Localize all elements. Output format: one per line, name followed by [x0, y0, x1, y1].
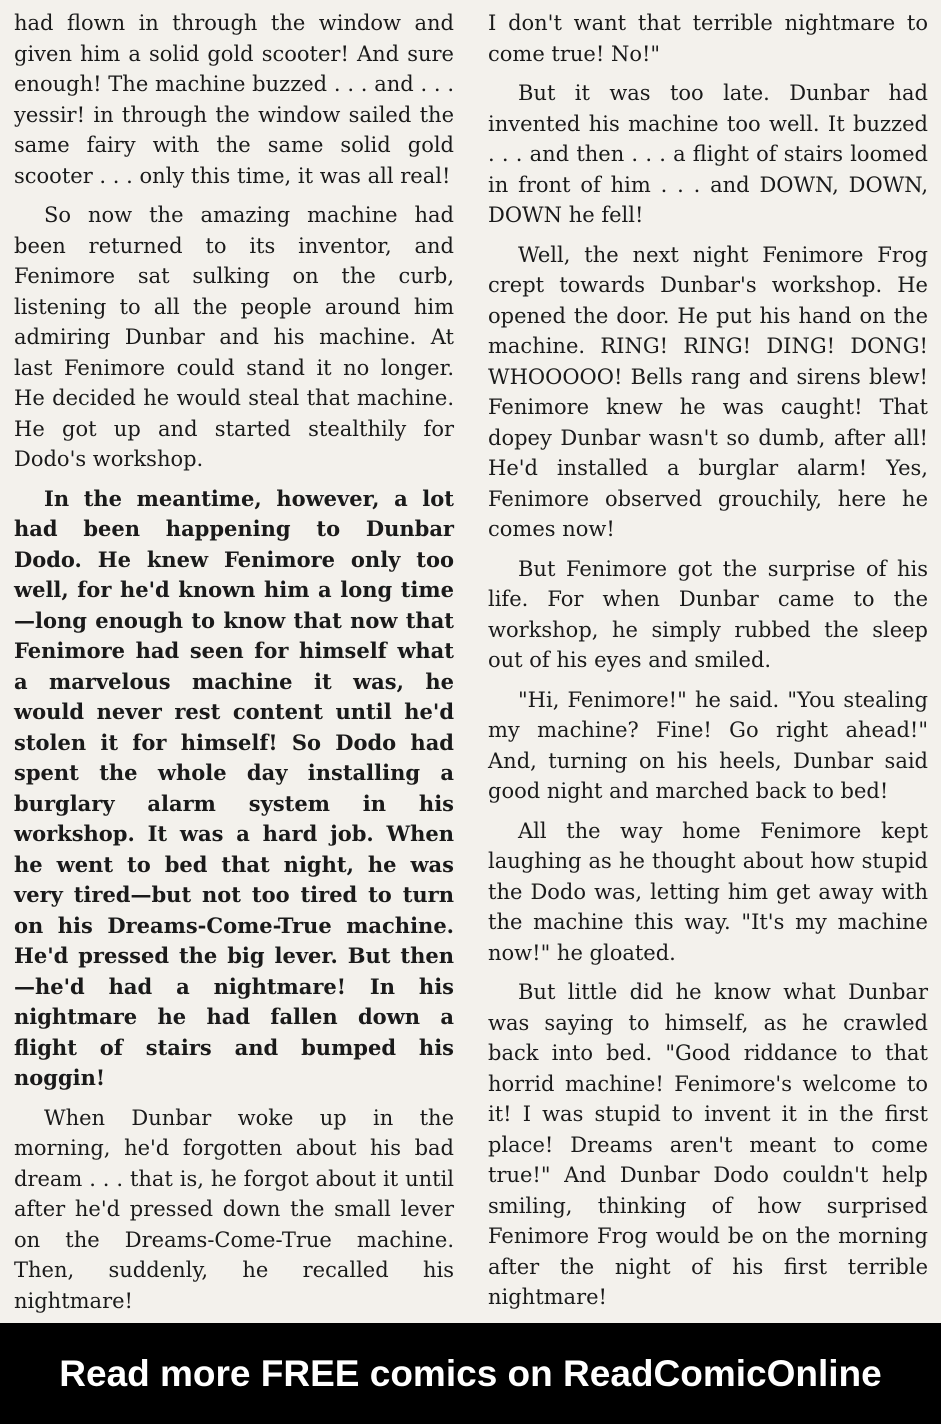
paragraph: In the meantime, however, a lot had been happening to Dunbar Dodo. He knew Fenimore only too well, for he'd known him a long time—long enough to know that now that Fenimore had seen for himself what a marvelous machine it was, he would never rest content until he'd stolen it for himself! So Dodo had spent the whole day installing a burglary alarm system in his workshop. It was a hard job. When he went to bed that night, he was very tired—but not too tired to turn on his Dreams-Come-True machine. He'd pressed the big lever. But then—he'd had a nightmare! In his nightmare he had fallen down a flight of stairs and bumped his noggin! — [14, 485, 454, 1090]
paragraph: had flown in through the window and given him a solid gold scooter! And sure enough! The machine buzzed . . . and . . . yessir! in through the window sailed the same fairy with the same solid gold scooter . . . only this time, it was all real! — [14, 11, 454, 188]
right-text-column — [488, 8, 928, 1322]
paragraph: So now the amazing machine had been returned to its inventor, and Fenimore sat sulking on the curb, listening to all the people around him admiring Dunbar and his machine. At last Fenimore could stand it no longer. He decided he would steal that machine. He got up and started stealthily for Dodo's workshop. — [14, 203, 454, 471]
promo-banner[interactable] — [0, 1323, 941, 1424]
paragraph: Well, the next night Fenimore Frog crept towards Dunbar's workshop. He opened the door. He put his hand on the machine. RING! RING! DING! DONG! WHOOOOO! Bells rang and sirens blew! Fenimore knew he was caught! That dopey Dunbar wasn't so dumb, after all! He'd installed a burglar alarm! Yes, Fenimore observed grouchily, here he comes now! — [488, 242, 928, 541]
paragraph: But little did he know what Dunbar was saying to himself, as he crawled back into bed. "Good riddance to that horrid machine! Fenimore's welcome to it! I was stupid to invent it in the first place! Dreams aren't meant to come true!" And Dunbar Dodo couldn't help smiling, thinking of how surprised Fenimore Frog would be on the morning after the night of his first terrible nightmare! — [488, 980, 928, 1309]
paragraph: "Hi, Fenimore!" he said. "You stealing my machine? Fine! Go right ahead!" And, turning on his heels, Dunbar said good night and marched back to bed! — [488, 687, 928, 803]
paragraph: When Dunbar woke up in the morning, he'd forgotten about his bad dream . . . that is, he forgot about it until after he'd pressed down the small lever on the Dreams-Come-True machine. Then, suddenly, he recalled his nightmare! — [14, 1105, 454, 1313]
paragraph: But Fenimore got the surprise of his life. For when Dunbar came to the workshop, he simply rubbed the sleep out of his eyes and smiled. — [488, 556, 928, 672]
paragraph: But it was too late. Dunbar had invented his machine too well. It buzzed . . . and then . . . a flight of stairs loomed in front of him . . . and DOWN, DOWN, DOWN he fell! — [488, 81, 928, 227]
left-text-column — [14, 8, 454, 1365]
paragraph: All the way home Fenimore kept laughing as he thought about how stupid the Dodo was, letting him get away with the machine this way. "It's my machine now!" he gloated. — [488, 818, 928, 965]
promo-banner-text[interactable]: Read more FREE comics on ReadComicOnline — [59, 1353, 882, 1394]
paragraph: I don't want that terrible nightmare to come true! No!" — [488, 11, 928, 66]
